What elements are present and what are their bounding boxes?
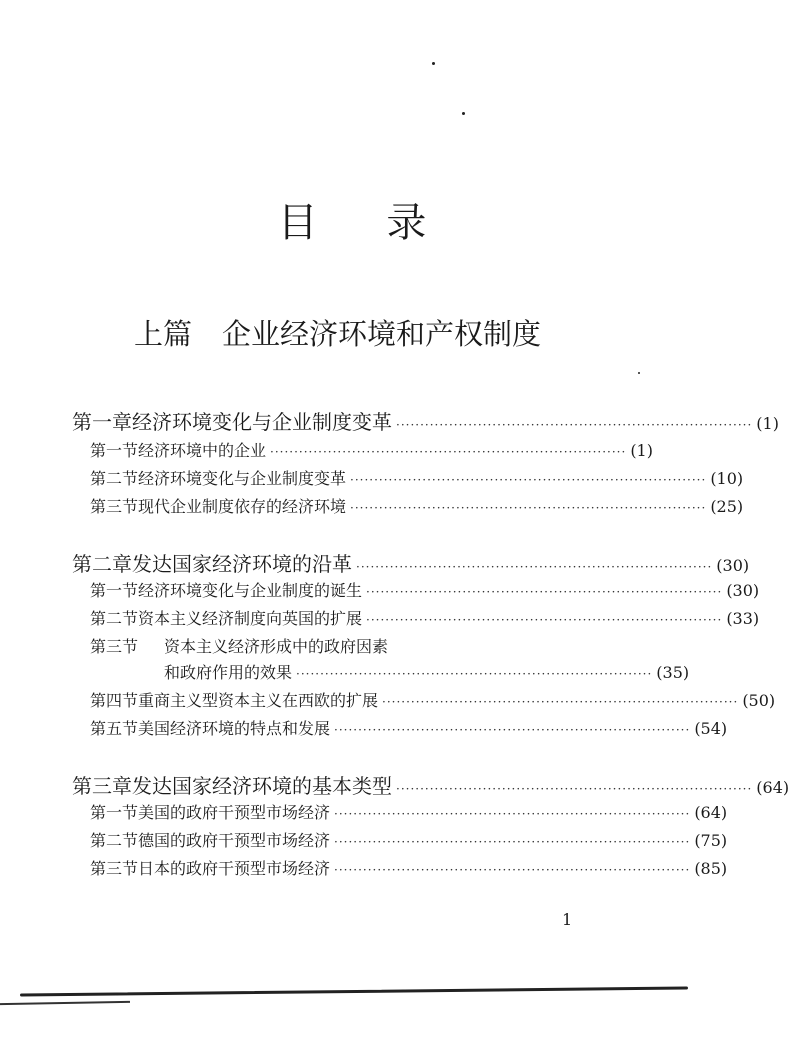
toc-section[interactable] <box>90 688 776 711</box>
dot-leader: ·········································································· <box>350 501 707 515</box>
chapter-title: 经济环境变化与企业制度变革 <box>132 410 392 434</box>
section-label: 第五节 <box>90 719 139 738</box>
chapter-title: 发达国家经济环境的沿革 <box>132 552 352 576</box>
dot-leader: ·········································································· <box>356 560 713 574</box>
toc-section[interactable] <box>90 606 760 629</box>
part-heading <box>134 314 541 354</box>
section-page: (64) <box>694 803 728 822</box>
scan-edge-line <box>20 987 688 997</box>
scan-speck <box>638 372 640 374</box>
toc-section-continuation[interactable] <box>164 660 690 683</box>
dot-leader: ·········································································· <box>366 585 723 599</box>
chapter-label: 第三章 <box>72 774 132 798</box>
section-title: 经济环境中的企业 <box>138 441 267 460</box>
page-number: 1 <box>562 910 573 929</box>
section-label: 第三节 <box>90 637 139 656</box>
section-page: (25) <box>710 497 744 516</box>
section-label: 第一节 <box>90 441 139 460</box>
dot-leader: ·········································································· <box>382 695 739 709</box>
chapter-label: 第一章 <box>72 410 132 434</box>
section-title: 经济环境变化与企业制度的诞生 <box>138 581 363 600</box>
section-page: (1) <box>630 441 653 460</box>
dot-leader: ·········································································· <box>396 418 753 432</box>
dot-leader: ·········································································· <box>366 613 723 627</box>
chapter-page: (1) <box>756 414 779 433</box>
section-title: 美国的政府干预型市场经济 <box>138 803 331 822</box>
section-page: (75) <box>694 831 728 850</box>
toc-section[interactable] <box>90 578 760 601</box>
toc-chapter-3[interactable] <box>72 770 789 799</box>
section-label: 第四节 <box>90 691 139 710</box>
chapter-page: (30) <box>716 556 750 575</box>
section-page: (33) <box>726 609 760 628</box>
section-label: 第一节 <box>90 581 139 600</box>
toc-section[interactable] <box>90 466 744 489</box>
dot-leader: ·········································································· <box>334 807 691 821</box>
dot-leader: ·········································································· <box>334 723 691 737</box>
section-title: 重商主义型资本主义在西欧的扩展 <box>138 691 379 710</box>
toc-chapter-1[interactable] <box>72 406 779 435</box>
section-title: 德国的政府干预型市场经济 <box>138 831 331 850</box>
toc-chapter-2[interactable] <box>72 548 750 577</box>
section-label: 第三节 <box>90 859 139 878</box>
section-label: 第二节 <box>90 831 139 850</box>
section-title: 美国经济环境的特点和发展 <box>138 719 331 738</box>
toc-section[interactable] <box>90 438 653 461</box>
section-label: 第三节 <box>90 497 139 516</box>
chapter-title: 发达国家经济环境的基本类型 <box>132 774 392 798</box>
scan-edge-line <box>0 1001 130 1005</box>
section-title: 资本主义经济形成中的政府因素 <box>164 637 389 656</box>
toc-section[interactable] <box>90 800 728 823</box>
section-page: (35) <box>656 663 690 682</box>
section-title: 现代企业制度依存的经济环境 <box>138 497 347 516</box>
dot-leader: ·········································································· <box>334 863 691 877</box>
dot-leader: ·········································································· <box>350 473 707 487</box>
toc-section[interactable] <box>90 856 728 879</box>
section-title-continuation: 和政府作用的效果 <box>164 663 293 682</box>
toc-section[interactable] <box>90 494 744 517</box>
section-label: 第一节 <box>90 803 139 822</box>
toc-section[interactable] <box>90 828 728 851</box>
chapter-page: (64) <box>756 778 789 797</box>
dot-leader: ·········································································· <box>334 835 691 849</box>
dot-leader: ·········································································· <box>296 667 653 681</box>
part-label: 上篇 <box>134 317 193 351</box>
toc-section[interactable] <box>90 634 590 657</box>
section-page: (54) <box>694 719 728 738</box>
section-page: (50) <box>742 691 776 710</box>
dot-leader: ·········································································· <box>396 782 753 796</box>
section-title: 经济环境变化与企业制度变革 <box>138 469 347 488</box>
section-label: 第二节 <box>90 609 139 628</box>
section-title: 资本主义经济制度向英国的扩展 <box>138 609 363 628</box>
section-title: 日本的政府干预型市场经济 <box>138 859 331 878</box>
scan-speck <box>432 62 435 65</box>
section-page: (30) <box>726 581 760 600</box>
scan-speck <box>462 112 465 115</box>
section-label: 第二节 <box>90 469 139 488</box>
chapter-label: 第二章 <box>72 552 132 576</box>
toc-section[interactable] <box>90 716 728 739</box>
part-title: 企业经济环境和产权制度 <box>222 317 542 351</box>
section-page: (10) <box>710 469 744 488</box>
section-page: (85) <box>694 859 728 878</box>
page-title: 目 录 <box>277 200 455 246</box>
dot-leader: ·········································································· <box>270 445 627 459</box>
